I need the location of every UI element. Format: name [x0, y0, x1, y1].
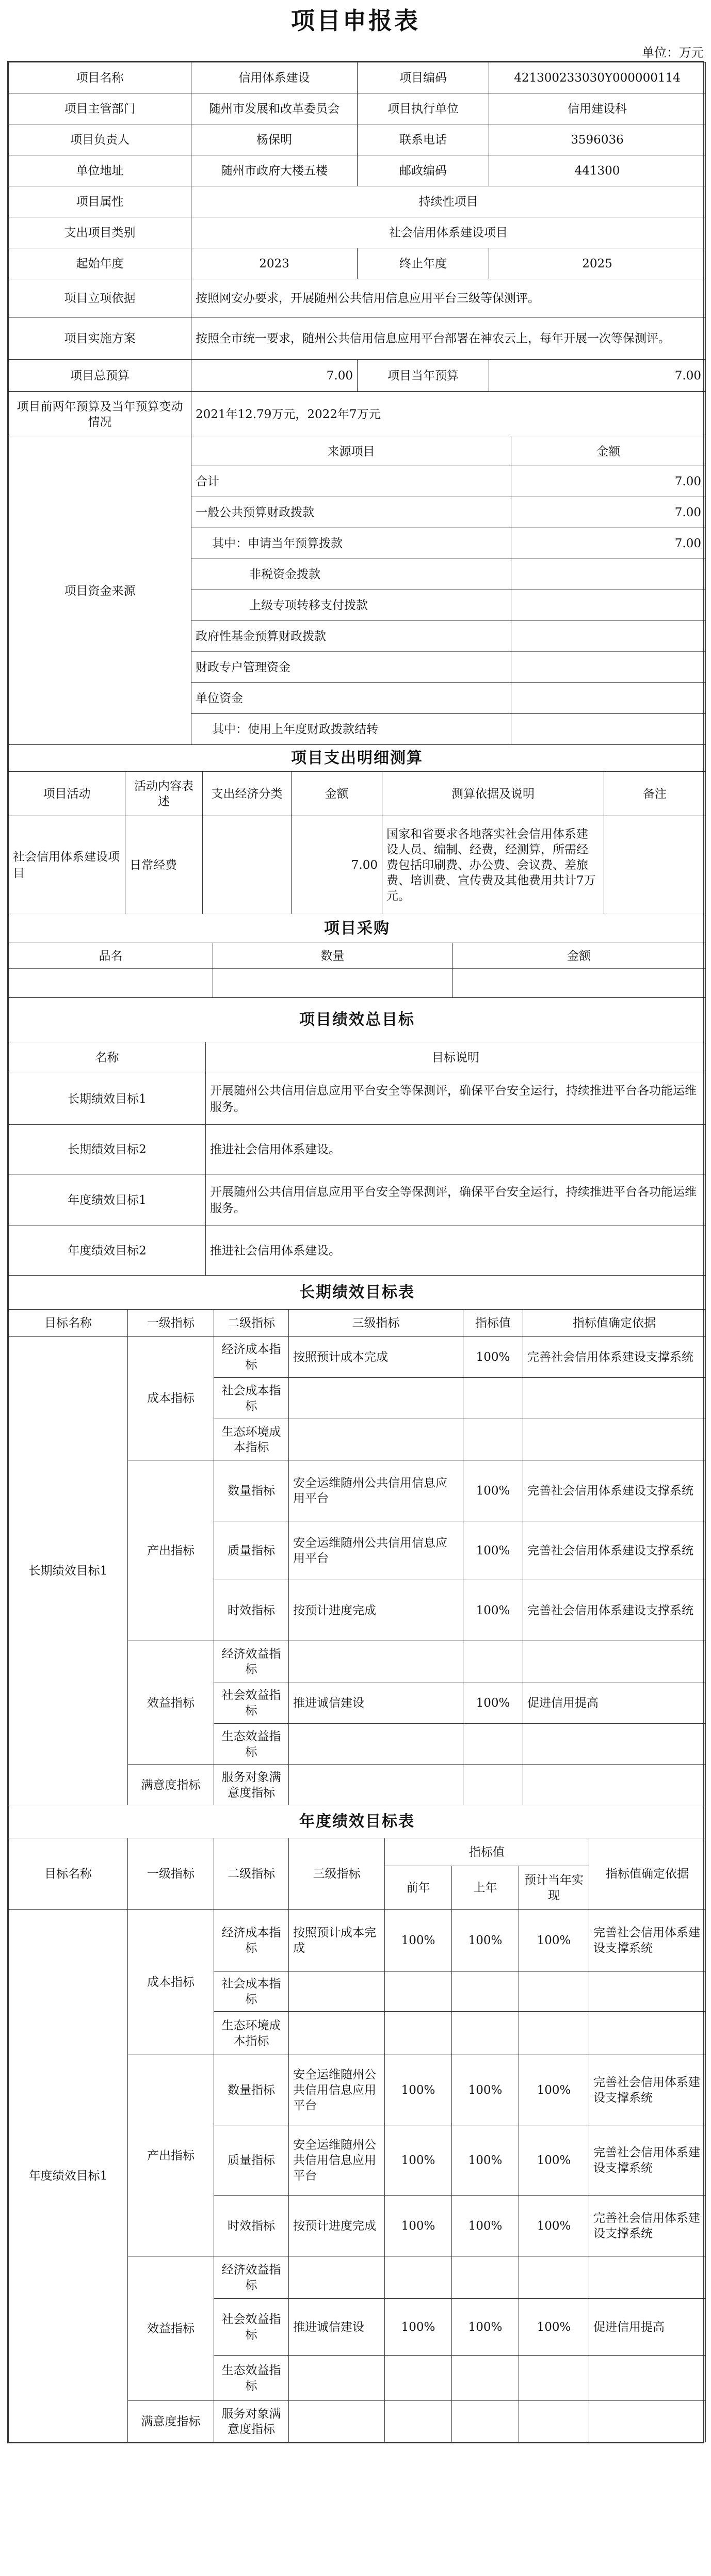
- annual-subheader: 上年: [452, 1866, 519, 1910]
- project-code: 421300233030Y000000114: [489, 62, 706, 93]
- long-term-level2: 生态环境成本指标: [214, 1419, 289, 1460]
- long-term-value: [463, 1378, 523, 1419]
- annual-level3: 按预计进度完成: [289, 2196, 385, 2256]
- plan-label: 项目实施方案: [9, 317, 191, 360]
- long-term-level1: 效益指标: [128, 1641, 214, 1765]
- funding-amount: 7.00: [511, 497, 706, 528]
- project-name: 信用体系建设: [191, 62, 358, 93]
- annual-value-prev2: 100%: [385, 2299, 452, 2356]
- long-term-level2: 服务对象满意度指标: [214, 1765, 289, 1805]
- funding-table: [8, 437, 706, 745]
- annual-value-prev1: 100%: [452, 2055, 519, 2125]
- purchase-cell: [9, 969, 213, 998]
- long-term-level3: [289, 1724, 463, 1765]
- funding-source: 合计: [191, 466, 511, 497]
- annual-value-current: [519, 2401, 589, 2442]
- performance-target-desc: 开展随州公共信用信息应用平台安全等保测评，确保平台安全运行，持续推进平台各功能运维服务。: [206, 1174, 706, 1226]
- funding-source: 上级专项转移支付拨款: [191, 590, 511, 621]
- expense-header: 活动内容表述: [125, 772, 203, 816]
- annual-value-prev1: [452, 1971, 519, 2012]
- annual-header: 三级指标: [289, 1838, 385, 1910]
- long-term-level2: 社会效益指标: [214, 1682, 289, 1724]
- funding-head-source: 来源项目: [191, 437, 511, 466]
- long-term-basis: 完善社会信用体系建设支撑系统: [523, 1460, 706, 1521]
- purchase-header: 数量: [213, 943, 453, 969]
- purchase-section-title: 项目采购: [9, 914, 706, 943]
- annual-value-current: [519, 1971, 589, 2012]
- performance-target-name: 年度绩效目标2: [9, 1226, 206, 1276]
- funding-source: 其中：使用上年度财政拨款结转: [191, 714, 511, 745]
- expense-activity: 社会信用体系建设项目: [9, 816, 125, 914]
- performance-target-name: 长期绩效目标2: [9, 1125, 206, 1174]
- total-budget-label: 项目总预算: [9, 360, 191, 392]
- annual-section-title: 年度绩效目标表: [9, 1805, 706, 1838]
- purchase-table: [8, 914, 706, 998]
- plan-value: 按照全市统一要求，随州公共信用信息应用平台部署在神农云上，每年开展一次等保测评。: [191, 317, 706, 360]
- end-year-label: 终止年度: [358, 248, 489, 279]
- annual-basis: [589, 2356, 706, 2401]
- annual-level2: 经济成本指标: [214, 1910, 289, 1971]
- annual-value-prev2: [385, 2012, 452, 2055]
- phone-value: 3596036: [489, 124, 706, 155]
- purchase-header: 金额: [453, 943, 706, 969]
- expense-note: [604, 816, 706, 914]
- expense-header: 支出经济分类: [203, 772, 292, 816]
- long-term-level3: [289, 1765, 463, 1805]
- expense-section-title: 项目支出明细测算: [9, 745, 706, 772]
- annual-level3: [289, 2401, 385, 2442]
- funding-source: 单位资金: [191, 683, 511, 714]
- long-term-level3: 安全运维随州公共信用信息应用平台: [289, 1521, 463, 1580]
- annual-value-prev1: 100%: [452, 2299, 519, 2356]
- long-term-level3: [289, 1378, 463, 1419]
- funding-amount: 7.00: [511, 528, 706, 559]
- purchase-cell: [453, 969, 706, 998]
- performance-target-desc: 推进社会信用体系建设。: [206, 1125, 706, 1174]
- long-term-basis: 促进信用提高: [523, 1682, 706, 1724]
- funding-label: 项目资金来源: [9, 437, 191, 745]
- dept-value: 随州市发展和改革委员会: [191, 93, 358, 124]
- annual-header: 指标值: [385, 1838, 589, 1866]
- annual-basis: 完善社会信用体系建设支撑系统: [589, 2125, 706, 2196]
- long-term-table: [8, 1275, 706, 1805]
- total-budget: 7.00: [191, 360, 358, 392]
- long-term-value: [463, 1641, 523, 1682]
- annual-basis: [589, 2401, 706, 2442]
- purchase-cell: [213, 969, 453, 998]
- annual-level3: [289, 2256, 385, 2299]
- annual-value-current: 100%: [519, 2299, 589, 2356]
- annual-level3: 安全运维随州公共信用信息应用平台: [289, 2125, 385, 2196]
- annual-value-prev2: 100%: [385, 2196, 452, 2256]
- unit-label: 单位：万元: [642, 45, 704, 60]
- long-term-basis: 完善社会信用体系建设支撑系统: [523, 1337, 706, 1378]
- annual-value-prev2: [385, 2401, 452, 2442]
- performance-target-name: 年度绩效目标1: [9, 1174, 206, 1226]
- long-term-level2: 经济成本指标: [214, 1337, 289, 1378]
- long-term-level1: 产出指标: [128, 1460, 214, 1641]
- funding-amount: [511, 621, 706, 652]
- exec-value: 信用建设科: [489, 93, 706, 124]
- annual-header: 目标名称: [9, 1838, 128, 1910]
- expense-content: 日常经费: [125, 816, 203, 914]
- long-term-level2: 数量指标: [214, 1460, 289, 1521]
- long-term-section-title: 长期绩效目标表: [9, 1276, 706, 1310]
- annual-value-current: [519, 2256, 589, 2299]
- annual-value-prev2: 100%: [385, 1910, 452, 1971]
- basis-label: 项目立项依据: [9, 279, 191, 317]
- annual-value-current: 100%: [519, 2125, 589, 2196]
- long-term-level3: [289, 1641, 463, 1682]
- long-term-value: 100%: [463, 1337, 523, 1378]
- performance-table: [8, 997, 706, 1276]
- annual-level3: 推进诚信建设: [289, 2299, 385, 2356]
- phone-label: 联系电话: [358, 124, 489, 155]
- annual-level2: 时效指标: [214, 2196, 289, 2256]
- annual-value-prev2: 100%: [385, 2125, 452, 2196]
- performance-head-desc: 目标说明: [206, 1042, 706, 1073]
- annual-value-prev2: [385, 2256, 452, 2299]
- annual-value-prev1: 100%: [452, 1910, 519, 1971]
- annual-level2: 质量指标: [214, 2125, 289, 2196]
- address-label: 单位地址: [9, 155, 191, 186]
- long-term-basis: [523, 1765, 706, 1805]
- annual-level2: 社会成本指标: [214, 1971, 289, 2012]
- annual-value-current: [519, 2356, 589, 2401]
- category-value: 社会信用体系建设项目: [191, 217, 706, 248]
- annual-level2: 生态效益指标: [214, 2356, 289, 2401]
- funding-source: 其中：申请当年预算拨款: [191, 528, 511, 559]
- annual-value-prev2: [385, 2356, 452, 2401]
- annual-basis: [589, 1971, 706, 2012]
- funding-source: 一般公共预算财政拨款: [191, 497, 511, 528]
- current-budget: 7.00: [489, 360, 706, 392]
- annual-target-name: 年度绩效目标1: [9, 1910, 128, 2442]
- long-term-level3: 推进诚信建设: [289, 1682, 463, 1724]
- annual-value-current: [519, 2012, 589, 2055]
- funding-amount: [511, 683, 706, 714]
- annual-value-current: 100%: [519, 1910, 589, 1971]
- annual-value-prev1: 100%: [452, 2125, 519, 2196]
- funding-amount: [511, 590, 706, 621]
- long-term-header: 目标名称: [9, 1310, 128, 1337]
- long-term-value: [463, 1724, 523, 1765]
- annual-value-prev1: 100%: [452, 2196, 519, 2256]
- annual-level2: 数量指标: [214, 2055, 289, 2125]
- current-budget-label: 项目当年预算: [358, 360, 489, 392]
- funding-amount: 7.00: [511, 466, 706, 497]
- annual-level1: 产出指标: [128, 2055, 214, 2256]
- funding-amount: [511, 652, 706, 683]
- annual-header: 二级指标: [214, 1838, 289, 1910]
- basic-info-table: [8, 62, 706, 437]
- expense-header: 项目活动: [9, 772, 125, 816]
- long-term-value: [463, 1419, 523, 1460]
- long-term-header: 三级指标: [289, 1310, 463, 1337]
- funding-amount: [511, 714, 706, 745]
- exec-label: 项目执行单位: [358, 93, 489, 124]
- annual-basis: 促进信用提高: [589, 2299, 706, 2356]
- annual-value-prev1: [452, 2256, 519, 2299]
- long-term-level1: 成本指标: [128, 1337, 214, 1460]
- long-term-level2: 社会成本指标: [214, 1378, 289, 1419]
- purchase-header: 品名: [9, 943, 213, 969]
- long-term-level3: 按预计进度完成: [289, 1580, 463, 1641]
- prev-budget-label: 项目前两年预算及当年预算变动情况: [9, 392, 191, 437]
- annual-level2: 服务对象满意度指标: [214, 2401, 289, 2442]
- annual-value-prev1: [452, 2356, 519, 2401]
- long-term-basis: [523, 1724, 706, 1765]
- leader-label: 项目负责人: [9, 124, 191, 155]
- performance-target-desc: 开展随州公共信用信息应用平台安全等保测评，确保平台安全运行，持续推进平台各功能运维服务。: [206, 1073, 706, 1125]
- expense-basis: 国家和省要求各地落实社会信用体系建设人员、编制、经费，经测算，所需经费包括印刷费、办公费、会议费、差旅费、培训费、宣传费及其他费用共计7万元。: [382, 816, 604, 914]
- project-name-label: 项目名称: [9, 62, 191, 93]
- dept-label: 项目主管部门: [9, 93, 191, 124]
- annual-header: 一级指标: [128, 1838, 214, 1910]
- category-label: 支出项目类别: [9, 217, 191, 248]
- long-term-basis: 完善社会信用体系建设支撑系统: [523, 1521, 706, 1580]
- project-code-label: 项目编码: [358, 62, 489, 93]
- long-term-level3: 按照预计成本完成: [289, 1337, 463, 1378]
- long-term-level3: 安全运维随州公共信用信息应用平台: [289, 1460, 463, 1521]
- long-term-basis: [523, 1419, 706, 1460]
- performance-target-desc: 推进社会信用体系建设。: [206, 1226, 706, 1276]
- annual-value-prev1: [452, 2401, 519, 2442]
- annual-level1: 满意度指标: [128, 2401, 214, 2442]
- long-term-header: 一级指标: [128, 1310, 214, 1337]
- funding-amount: [511, 559, 706, 590]
- long-term-level2: 时效指标: [214, 1580, 289, 1641]
- document-title: 项目申报表: [291, 7, 420, 35]
- annual-level2: 经济效益指标: [214, 2256, 289, 2299]
- basis-value: 按照网安办要求，开展随州公共信用信息应用平台三级等保测评。: [191, 279, 706, 317]
- funding-source: 财政专户管理资金: [191, 652, 511, 683]
- long-term-value: 100%: [463, 1521, 523, 1580]
- expense-header: 备注: [604, 772, 706, 816]
- annual-level3: [289, 2012, 385, 2055]
- long-term-level2: 生态效益指标: [214, 1724, 289, 1765]
- long-term-basis: 完善社会信用体系建设支撑系统: [523, 1580, 706, 1641]
- long-term-value: 100%: [463, 1460, 523, 1521]
- annual-level1: 效益指标: [128, 2256, 214, 2401]
- long-term-value: 100%: [463, 1580, 523, 1641]
- long-term-target-name: 长期绩效目标1: [9, 1337, 128, 1805]
- leader-value: 杨保明: [191, 124, 358, 155]
- annual-basis: [589, 2256, 706, 2299]
- annual-level3: [289, 1971, 385, 2012]
- long-term-header: 指标值: [463, 1310, 523, 1337]
- annual-basis: 完善社会信用体系建设支撑系统: [589, 2196, 706, 2256]
- performance-section-title: 项目绩效总目标: [9, 998, 706, 1042]
- long-term-value: [463, 1765, 523, 1805]
- annual-subheader: 前年: [385, 1866, 452, 1910]
- prev-budget-value: 2021年12.79万元，2022年7万元: [191, 392, 706, 437]
- long-term-basis: [523, 1378, 706, 1419]
- annual-level3: 按照预计成本完成: [289, 1910, 385, 1971]
- annual-table: [8, 1805, 706, 2442]
- annual-value-current: 100%: [519, 2196, 589, 2256]
- attr-value: 持续性项目: [191, 186, 706, 217]
- expense-table: [8, 744, 706, 914]
- annual-value-prev2: [385, 1971, 452, 2012]
- address-value: 随州市政府大楼五楼: [191, 155, 358, 186]
- annual-level2: 社会效益指标: [214, 2299, 289, 2356]
- performance-target-name: 长期绩效目标1: [9, 1073, 206, 1125]
- annual-header: 指标值确定依据: [589, 1838, 706, 1910]
- zip-label: 邮政编码: [358, 155, 489, 186]
- long-term-level3: [289, 1419, 463, 1460]
- funding-source: 政府性基金预算财政拨款: [191, 621, 511, 652]
- annual-value-current: 100%: [519, 2055, 589, 2125]
- annual-level2: 生态环境成本指标: [214, 2012, 289, 2055]
- funding-source: 非税资金拨款: [191, 559, 511, 590]
- annual-basis: 完善社会信用体系建设支撑系统: [589, 1910, 706, 1971]
- long-term-header: 二级指标: [214, 1310, 289, 1337]
- annual-level3: 安全运维随州公共信用信息应用平台: [289, 2055, 385, 2125]
- expense-header: 金额: [292, 772, 382, 816]
- expense-header: 测算依据及说明: [382, 772, 604, 816]
- annual-level3: [289, 2356, 385, 2401]
- long-term-level2: 质量指标: [214, 1521, 289, 1580]
- long-term-level2: 经济效益指标: [214, 1641, 289, 1682]
- expense-amount: 7.00: [292, 816, 382, 914]
- funding-head-amount: 金额: [511, 437, 706, 466]
- start-year: 2023: [191, 248, 358, 279]
- performance-head-name: 名称: [9, 1042, 206, 1073]
- expense-class: [203, 816, 292, 914]
- attr-label: 项目属性: [9, 186, 191, 217]
- start-year-label: 起始年度: [9, 248, 191, 279]
- long-term-header: 指标值确定依据: [523, 1310, 706, 1337]
- zip-value: 441300: [489, 155, 706, 186]
- application-form: [7, 61, 704, 2443]
- annual-level1: 成本指标: [128, 1910, 214, 2055]
- end-year: 2025: [489, 248, 706, 279]
- long-term-value: 100%: [463, 1682, 523, 1724]
- long-term-level1: 满意度指标: [128, 1765, 214, 1805]
- annual-subheader: 预计当年实现: [519, 1866, 589, 1910]
- annual-basis: [589, 2012, 706, 2055]
- long-term-basis: [523, 1641, 706, 1682]
- annual-value-prev2: 100%: [385, 2055, 452, 2125]
- annual-basis: 完善社会信用体系建设支撑系统: [589, 2055, 706, 2125]
- annual-value-prev1: [452, 2012, 519, 2055]
